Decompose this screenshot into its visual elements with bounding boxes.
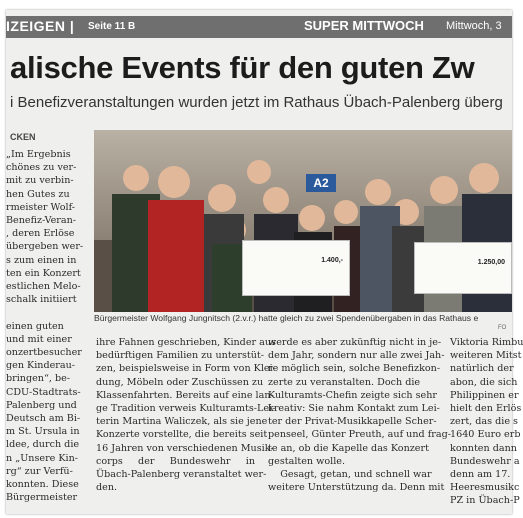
article-subheadline: i Benefizveranstaltungen wurden jetzt im Rathaus Übach-Palenberg überg (10, 94, 503, 111)
donation-cheque-left (242, 240, 350, 296)
text-column-3: werde es aber zukünftig nicht in je- dem Jahr, sondern nur alle zwei Jah- re möglich sein, solche Benefizkon- zerte zu veranstalten. Doch die Kulturamts-Chefin zeigte sich sehr kreativ: Sie nahm Kontakt zum Lei- ter der Privat-Musikkapelle Scher- penseel, Günter Preuth, auf und frag- te an, ob die Kapelle das Konzert gestalten wolle. Gesagt, getan, und schnell war weitere Unterstützung da. Denn mit (268, 337, 451, 494)
text-column-4: Viktoria Rimbu weiteren Mitst natürlich der abon, die sich Philippinen er hielt den Erlös zert, das die s 1640 Euro erb konnten dann Bundeswehr a denn am 17. Heeresmusikc PZ in Übach-P (450, 337, 523, 507)
photo-credit: FO (498, 325, 507, 331)
article-headline: alische Events für den guten Zw (10, 50, 475, 85)
section-header-bar (6, 16, 512, 38)
text-column-2: ihre Fahnen geschrieben, Kinder aus bedürftigen Familien zu unterstüt- zen, beispielsweise in Form von Klei- dung, Möbeln oder Zuschüssen zu Klassenfahrten. Bereits auf eine lan- ge Tradition verweis Kulturamts-Lei- terin Martina Waliczek, als sie jene Konzerte vorstellte, die bereits seit 16 Jahren von verschiedenen Musik- corps der Bundeswehr in Übach-Palenberg veranstaltet wer- den. (96, 337, 276, 494)
issue-date: Mittwoch, 3 (446, 20, 502, 32)
section-label: IZEIGEN | (6, 18, 75, 34)
article-photo (94, 130, 512, 312)
donation-cheque-right (414, 242, 512, 294)
cheque-left-amount: 1.400,- (321, 257, 343, 264)
newspaper-page (6, 10, 523, 514)
paper-name: SUPER MITTWOCH (304, 18, 424, 33)
article-byline: CKEN (10, 132, 36, 142)
text-column-1: „Im Ergebnis chönes zu ver- mit zu verbin- hen Gutes zu rmeister Wolf- Benefiz-Veran- , deren Erlöse übergeben wer- s zum einen in ten ein Konzert estlichen Melo- schalk initiiert einen guten und mit einer onzertbesucher gen Kinderau- bringen“, be- CDU-Stadtrats- Palenberg und Deutsch am Bi- m St. Ursula in ldee, durch die n „Unsere Kin- rg“ zur Verfü- konnten. Diese Bürgermeister (6, 149, 84, 504)
cheque-right-amount: 1.250,00 (477, 259, 505, 266)
room-sign: A2 (306, 174, 336, 192)
photo-caption: Bürgermeister Wolfgang Jungnitsch (2.v.r.) hatte gleich zu zwei Spendenübergaben in das Rathaus e (94, 313, 479, 323)
page-label: Seite 11 B (88, 21, 136, 32)
